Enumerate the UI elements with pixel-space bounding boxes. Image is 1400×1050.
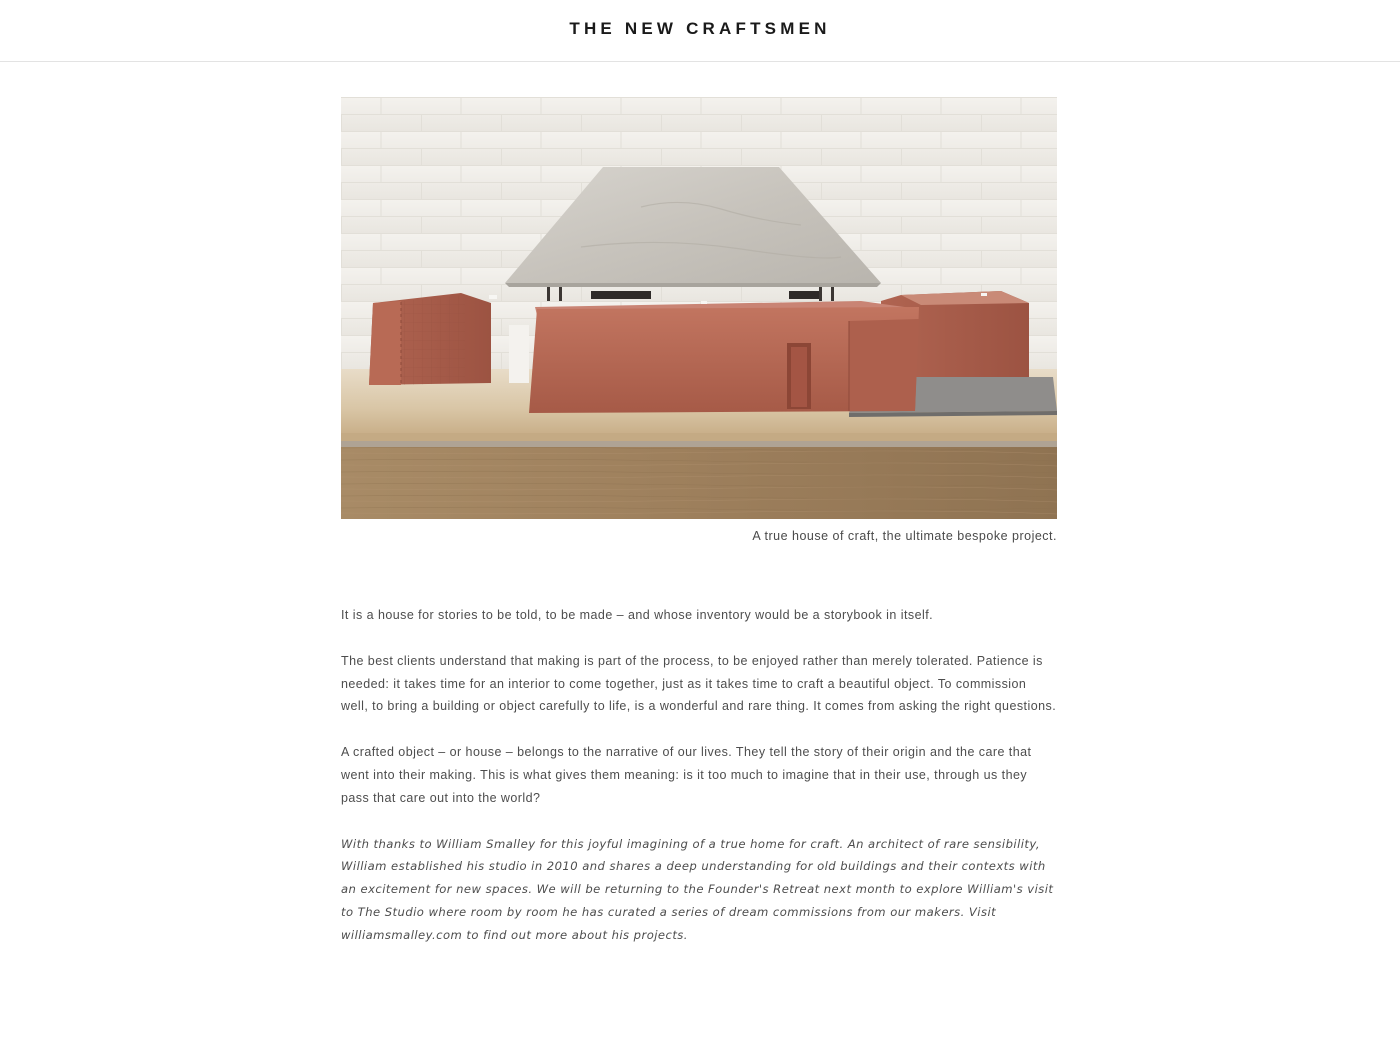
brand-logo[interactable]: THE NEW CRAFTSMEN <box>569 19 831 38</box>
article-paragraph: The best clients understand that making is part of the process, to be enjoyed rather than merely tolerated. Patience is needed: it takes time for an interior to come together, just as it takes time to craft a beautiful object. To commission well, to bring a building or object carefully to life, is a wonderful and rare thing. It comes from asking the right questions. <box>341 653 1057 714</box>
site-header <box>0 0 1400 62</box>
article-paragraph: A crafted object – or house – belongs to the narrative of our lives. They tell the story of their origin and the care that went into their making. This is what gives them meaning: is it too much to imagine that in their use, through us they pass that care out into the world? <box>341 745 1032 805</box>
image-caption: A true house of craft, the ultimate bespoke project. <box>752 529 1057 543</box>
hero-image <box>341 97 1057 519</box>
article-body <box>341 604 1057 970</box>
article-paragraph: It is a house for stories to be told, to be made – and whose inventory would be a storybook in itself. <box>341 608 934 622</box>
credit-paragraph: With thanks to William Smalley for this joyful imagining of a true home for craft. An architect of rare sensibility, William established his studio in 2010 and shares a deep understanding for old buildings and their contexts with an excitement for new spaces. We will be returning to the Founder's Retreat next month to explore William's visit to The Studio where room by room he has curated a series of dream commissions from our makers. Visit williamsmalley.com to find out more about his projects. <box>341 836 1054 942</box>
architectural-model-icon <box>341 97 1057 519</box>
